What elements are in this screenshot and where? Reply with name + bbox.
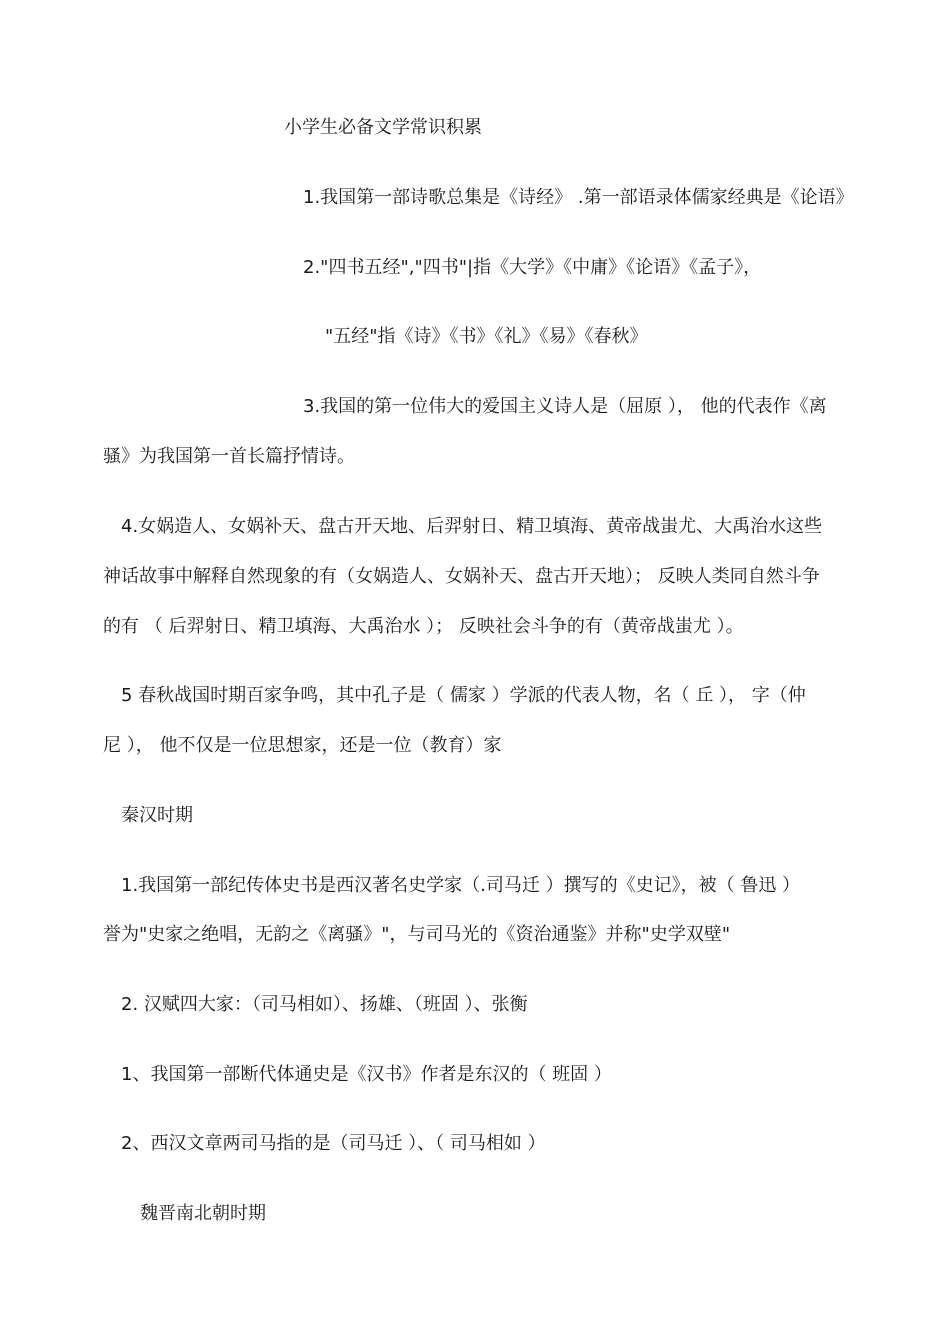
text-line: 骚》为我国第一首长篇抒情诗。 [103,446,355,467]
text-line: 的有 （ 后羿射日、精卫填海、大禹治水 ）； 反映社会斗争的有（黄帝战蚩尤 ）。 [103,616,744,637]
text-line: 誉为"史家之绝唱，无韵之《离骚》"，与司马光的《资治通鉴》并称"史学双壁" [103,924,731,945]
text-line: 2."四书五经","四书"|指《大学》《中庸》《论语》《孟子》， [303,257,762,278]
text-line: "五经"指《诗》《书》《礼》《易》《春秋》 [325,326,648,347]
text-line: 1.我国第一部纪传体史书是西汉著名史学家（.司马迁 ）撰写的《史记》，被（ 鲁迅 ） [121,875,801,896]
text-line: 神话故事中解释自然现象的有（女娲造人、女娲补天、盘古开天地）； 反映人类同自然斗争 [103,566,820,587]
text-line: 1.我国第一部诗歌总集是《诗经》 .第一部语录体儒家经典是《论语》 [303,187,854,208]
section-heading: 魏晋南北朝时期 [140,1203,266,1224]
text-line: 5 春秋战国时期百家争鸣，其中孔子是（ 儒家 ）学派的代表人物，名（ 丘 ）， 字（仲 [121,685,806,706]
text-line: 1、我国第一部断代体通史是《汉书》作者是东汉的（ 班固 ） [121,1064,612,1085]
text-line: 尼 ）， 他不仅是一位思想家，还是一位（教育）家 [103,735,502,756]
document-title: 小学生必备文学常识积累 [284,117,482,138]
text-line: 3.我国的第一位伟大的爱国主义诗人是（屈原 ）， 他的代表作《离 [303,396,827,417]
text-line: 2、西汉文章两司马指的是（司马迁 ）、（ 司马相如 ） [121,1133,546,1154]
text-line: 2. 汉赋四大家：（司马相如）、扬雄、（班固 ）、张衡 [121,994,528,1015]
text-line: 4.女娲造人、女娲补天、盘古开天地、后羿射日、精卫填海、黄帝战蚩尤、大禹治水这些 [121,516,823,537]
section-heading: 秦汉时期 [121,805,193,826]
